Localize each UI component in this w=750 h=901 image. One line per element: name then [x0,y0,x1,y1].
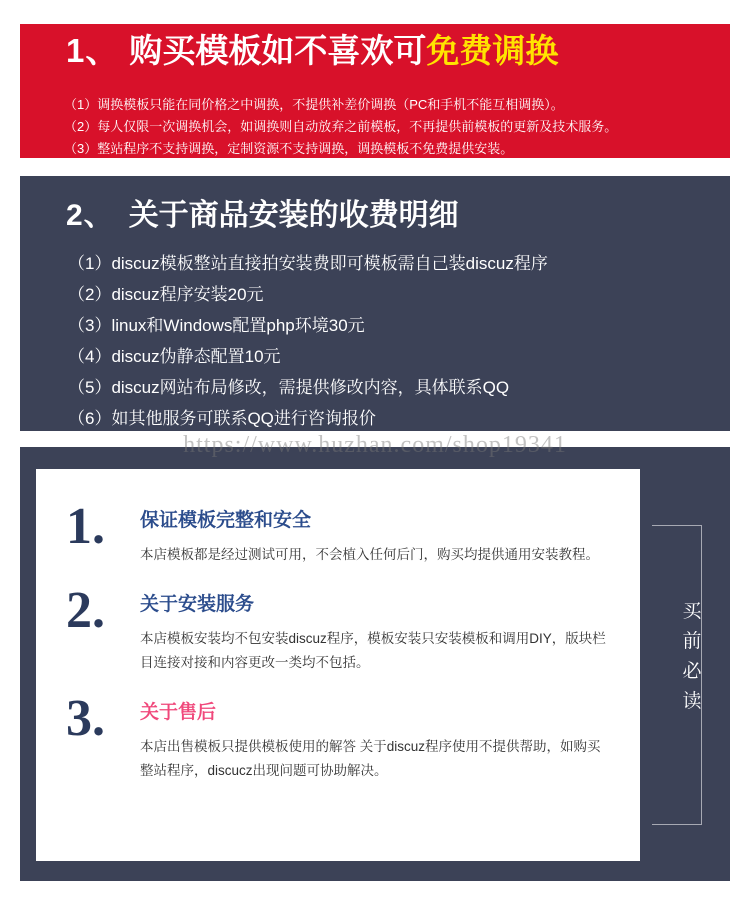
watermark-url: https://www.huzhan.com/shop19341 [183,432,567,458]
section-free-exchange [20,24,730,158]
item-2-number: 2. [66,582,105,639]
item-2-heading: 关于安装服务 [140,594,255,615]
navy-line-6: （6）如其他服务可联系QQ进行咨询报价 [68,409,376,428]
red-line-1: （1）调换模板只能在同价格之中调换，不提供补差价调换（PC和手机不能互相调换）。 [64,97,564,112]
section-before-buy [20,447,730,881]
side-label-char-3: 必 [682,661,704,682]
item-2-description: 本店模板安装均不包安装discuz程序，模板安装只安装模板和调用DIY，版块栏目连接对接和内容更改一类均不包括。 [140,631,606,670]
navy-line-1: （1）discuz模板整站直接拍安装费即可模板需自己装discuz程序 [68,254,548,273]
section-navy-title [20,190,730,242]
section-install-fees [20,176,730,431]
red-line-3: （3）整站程序不支持调换，定制资源不支持调换，调换模板不免费提供安装。 [64,141,514,156]
item-3-body [140,695,610,783]
side-label-char-4: 读 [682,691,704,712]
before-buy-card [36,469,640,861]
item-1-body [140,503,610,567]
before-buy-item-1 [66,498,610,567]
item-1-number: 1. [66,498,105,555]
section-navy-lines [20,248,730,434]
item-1-description: 本店模板都是经过测试可用，不会植入任何后门，购买均提供通用安装教程。 [140,547,599,562]
item-2-body [140,587,610,675]
navy-line-3: （3）linux和Windows配置php环境30元 [68,316,365,335]
before-buy-item-2 [66,582,610,675]
section-red-title-highlight: 免费调换 [426,32,559,69]
item-3-heading: 关于售后 [140,702,217,723]
navy-line-5: （5）discuz网站布局修改，需提供修改内容，具体联系QQ [68,378,510,397]
section-red-number: 1、 [66,32,120,69]
section-navy-title-text: 关于商品安装的收费明细 [128,199,459,232]
section-red-lines [20,94,730,160]
side-label-char-1: 买 [682,601,704,622]
navy-line-2: （2）discuz程序安装20元 [68,285,264,304]
navy-line-4: （4）discuz伪静态配置10元 [68,347,281,366]
item-3-number: 3. [66,690,105,747]
section-red-title-text: 购买模板如不喜欢可 [129,32,427,69]
item-1-heading: 保证模板完整和安全 [140,510,312,531]
item-3-description: 本店出售模板只提供模板使用的解答 关于discuz程序使用不提供帮助，如购买整站程序，discucz出现问题可协助解决。 [140,739,601,778]
before-buy-item-3 [66,690,610,783]
red-line-2: （2）每人仅限一次调换机会，如调换则自动放弃之前模板，不再提供前模板的更新及技术服务。 [64,119,618,134]
side-label-before-buy [676,597,710,717]
section-navy-number: 2、 [66,199,115,232]
side-label-char-2: 前 [682,631,704,652]
section-red-title [20,34,730,86]
